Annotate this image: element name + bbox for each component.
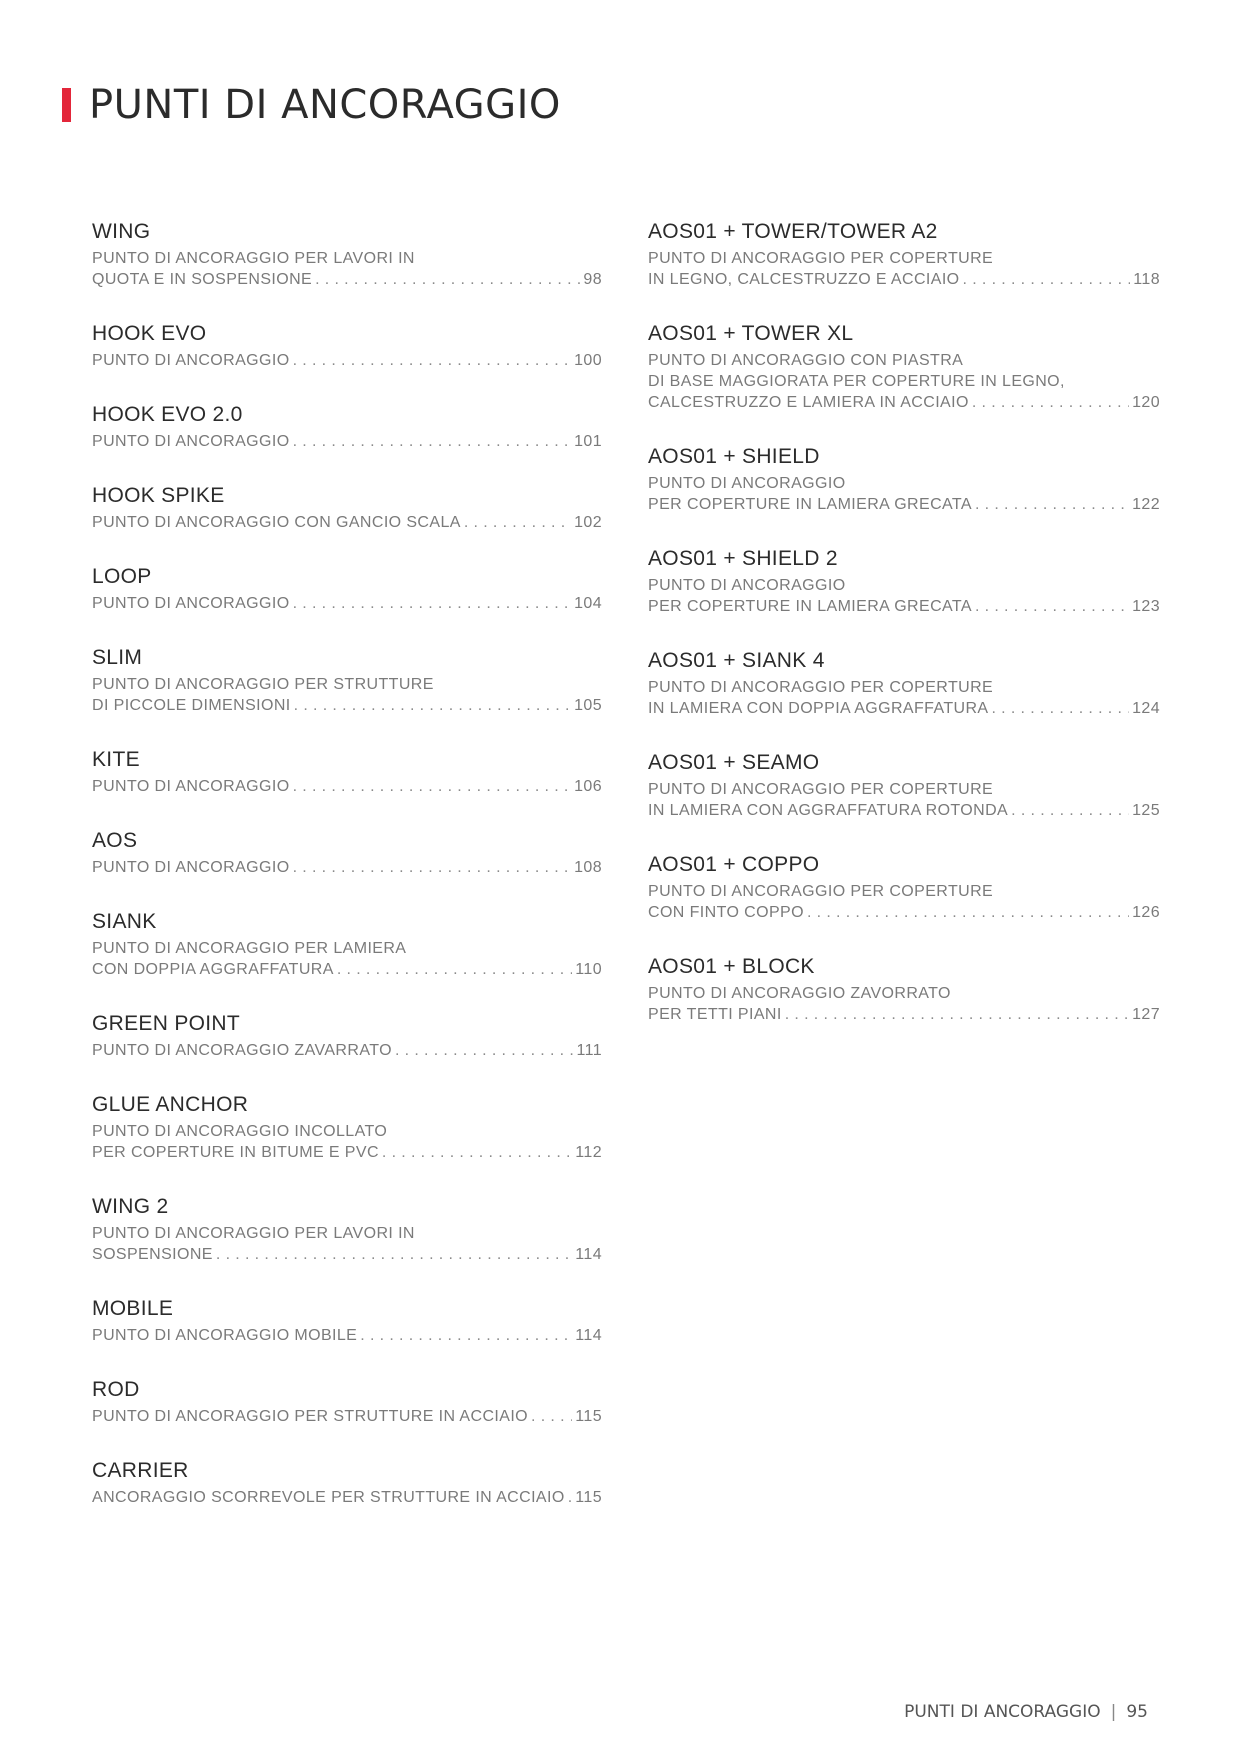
- toc-entry[interactable]: [648, 545, 1160, 617]
- description-text: CALCESTRUZZO E LAMIERA IN ACCIAIO: [648, 394, 969, 411]
- toc-page-number: 111: [576, 1042, 602, 1059]
- description-text: IN LAMIERA CON AGGRAFFATURA ROTONDA: [648, 802, 1009, 819]
- toc-entry-title: AOS01 + COPPO: [648, 853, 820, 876]
- toc-entry[interactable]: [92, 1193, 602, 1265]
- toc-entry-title: AOS01 + SEAMO: [648, 751, 820, 774]
- description-text: QUOTA E IN SOSPENSIONE: [92, 271, 313, 288]
- toc-entry-title: MOBILE: [92, 1297, 174, 1320]
- toc-entry-description: [648, 392, 1160, 413]
- toc-entry-title: AOS01 + TOWER/TOWER A2: [648, 220, 938, 243]
- toc-entry-title: AOS01 + SHIELD 2: [648, 547, 838, 570]
- dot-leader: [360, 1325, 572, 1346]
- toc-entry-description: [92, 269, 602, 290]
- toc-entry-title: ROD: [92, 1378, 140, 1401]
- toc-entry-title: CARRIER: [92, 1459, 189, 1482]
- toc-entry-description: [92, 431, 602, 452]
- toc-entry-title: SLIM: [92, 646, 143, 669]
- dot-leader: [293, 350, 572, 371]
- dot-leader: [293, 593, 572, 614]
- description-text: PUNTO DI ANCORAGGIO: [92, 859, 290, 876]
- toc-entry[interactable]: [92, 908, 602, 980]
- description-text: PUNTO DI ANCORAGGIO: [92, 352, 290, 369]
- description-text: PUNTO DI ANCORAGGIO MOBILE: [92, 1327, 358, 1344]
- toc-entry[interactable]: [92, 746, 602, 797]
- toc-entry[interactable]: [92, 320, 602, 371]
- toc-page-number: 102: [574, 514, 602, 531]
- toc-entry-title: GREEN POINT: [92, 1012, 240, 1035]
- description-text: PER COPERTURE IN BITUME E PVC: [92, 1144, 379, 1161]
- footer-section: PUNTI DI ANCORAGGIO: [904, 1702, 1101, 1722]
- page-title: PUNTI DI ANCORAGGIO: [89, 82, 561, 128]
- description-text: DI PICCOLE DIMENSIONI: [92, 697, 291, 714]
- dot-leader: [464, 512, 571, 533]
- toc-entry[interactable]: [92, 1091, 602, 1163]
- description-text: PER COPERTURE IN LAMIERA GRECATA: [648, 598, 972, 615]
- dot-leader: [395, 1040, 574, 1061]
- toc-entry[interactable]: [648, 647, 1160, 719]
- description-text: PUNTO DI ANCORAGGIO: [92, 433, 290, 450]
- dot-leader: [337, 959, 572, 980]
- toc-entry[interactable]: [648, 443, 1160, 515]
- description-text: CON FINTO COPPO: [648, 904, 804, 921]
- toc-page-number: 127: [1132, 1006, 1160, 1023]
- toc-entry-description: [92, 959, 602, 980]
- toc-page-number: 122: [1132, 496, 1160, 513]
- toc-page-number: 98: [583, 271, 602, 288]
- accent-bar: [62, 88, 71, 122]
- toc-page-number: 114: [575, 1327, 602, 1344]
- description-text: PUNTO DI ANCORAGGIO CON GANCIO SCALA: [92, 514, 461, 531]
- toc-entry-title: HOOK SPIKE: [92, 484, 225, 507]
- dot-leader: [315, 269, 580, 290]
- toc-page-number: 120: [1132, 394, 1160, 411]
- toc-entry-description: [92, 1406, 602, 1427]
- toc-entry-description: PUNTO DI ANCORAGGIO ZAVORRATO: [648, 985, 951, 1002]
- dot-leader: [531, 1406, 572, 1427]
- toc-entry-description: PUNTO DI ANCORAGGIO PER COPERTURE: [648, 679, 994, 696]
- description-text: IN LEGNO, CALCESTRUZZO E ACCIAIO: [648, 271, 960, 288]
- toc-entry-description: PUNTO DI ANCORAGGIO PER COPERTURE: [648, 250, 994, 267]
- toc-entry-description: PUNTO DI ANCORAGGIO INCOLLATO: [92, 1123, 388, 1140]
- toc-entry-title: AOS01 + TOWER XL: [648, 322, 854, 345]
- toc-entry-description: [92, 695, 602, 716]
- toc-entry-description: [92, 512, 602, 533]
- toc-entry[interactable]: [648, 749, 1160, 821]
- toc-entry-description: PUNTO DI ANCORAGGIO PER LAVORI IN: [92, 1225, 415, 1242]
- toc-page-number: 125: [1132, 802, 1160, 819]
- toc-entry-title: AOS01 + SIANK 4: [648, 649, 825, 672]
- description-text: IN LAMIERA CON DOPPIA AGGRAFFATURA: [648, 700, 989, 717]
- description-text: PER TETTI PIANI: [648, 1006, 782, 1023]
- dot-leader: [1011, 800, 1129, 821]
- dot-leader: [293, 431, 572, 452]
- toc-entry-description: PUNTO DI ANCORAGGIO PER LAMIERA: [92, 940, 407, 957]
- toc-entry[interactable]: [92, 1457, 602, 1508]
- toc-entry-description: [648, 800, 1160, 821]
- toc-entry[interactable]: [92, 1295, 602, 1346]
- toc-page-number: 105: [574, 697, 602, 714]
- toc-entry-description: [648, 269, 1160, 290]
- toc-page-number: 123: [1132, 598, 1160, 615]
- toc-entry-description: [648, 494, 1160, 515]
- toc-entry[interactable]: [648, 218, 1160, 290]
- toc-entry-title: KITE: [92, 748, 140, 771]
- dot-leader: [785, 1004, 1129, 1025]
- toc-page-number: 110: [575, 961, 602, 978]
- dot-leader: [293, 857, 572, 878]
- toc-entry[interactable]: [92, 482, 602, 533]
- toc-column-right: [648, 218, 1160, 1055]
- toc-entry-description: [92, 1487, 602, 1508]
- toc-entry-description: DI BASE MAGGIORATA PER COPERTURE IN LEGNO,: [648, 373, 1065, 390]
- toc-entry-title: AOS01 + BLOCK: [648, 955, 815, 978]
- toc-page-number: 114: [575, 1246, 602, 1263]
- toc-entry[interactable]: [648, 953, 1160, 1025]
- toc-entry-description: [92, 1244, 602, 1265]
- toc-entry[interactable]: [92, 401, 602, 452]
- toc-entry-title: LOOP: [92, 565, 152, 588]
- toc-entry-title: AOS: [92, 829, 138, 852]
- toc-entry-title: WING: [92, 220, 151, 243]
- toc-entry[interactable]: [92, 218, 602, 290]
- dot-leader: [963, 269, 1131, 290]
- toc-page-number: 112: [575, 1144, 602, 1161]
- toc-entry-title: GLUE ANCHOR: [92, 1093, 249, 1116]
- page-footer: [904, 1702, 1148, 1722]
- toc-entry-description: [648, 1004, 1160, 1025]
- description-text: PUNTO DI ANCORAGGIO: [92, 595, 290, 612]
- toc-page-number: 115: [575, 1489, 602, 1506]
- toc-entry[interactable]: [648, 320, 1160, 413]
- dot-leader: [568, 1487, 573, 1508]
- page-header: [62, 80, 561, 130]
- toc-entry-description: PUNTO DI ANCORAGGIO PER STRUTTURE: [92, 676, 434, 693]
- toc-entry-title: HOOK EVO: [92, 322, 207, 345]
- toc-page-number: 100: [574, 352, 602, 369]
- toc-entry-description: [648, 596, 1160, 617]
- toc-entry-description: [92, 1142, 602, 1163]
- description-text: SOSPENSIONE: [92, 1246, 213, 1263]
- toc-entry-description: [648, 902, 1160, 923]
- toc-page-number: 108: [574, 859, 602, 876]
- toc-page-number: 101: [574, 433, 602, 450]
- toc-entry[interactable]: [92, 827, 602, 878]
- toc-entry-description: [92, 593, 602, 614]
- toc-entry-description: [92, 1325, 602, 1346]
- toc-entry-description: [648, 698, 1160, 719]
- toc-entry[interactable]: [92, 563, 602, 614]
- toc-page-number: 118: [1133, 271, 1160, 288]
- toc-entry-description: PUNTO DI ANCORAGGIO: [648, 475, 846, 492]
- toc-entry-description: [92, 1040, 602, 1061]
- toc-column-left: [92, 218, 602, 1538]
- toc-entry[interactable]: [648, 851, 1160, 923]
- toc-entry-title: HOOK EVO 2.0: [92, 403, 243, 426]
- dot-leader: [975, 596, 1129, 617]
- page-number: 95: [1126, 1702, 1148, 1722]
- toc-entry-description: [92, 776, 602, 797]
- dot-leader: [382, 1142, 572, 1163]
- toc-entry[interactable]: [92, 1376, 602, 1427]
- toc-entry-description: PUNTO DI ANCORAGGIO PER COPERTURE: [648, 883, 994, 900]
- toc-entry-description: PUNTO DI ANCORAGGIO CON PIASTRA: [648, 352, 964, 369]
- description-text: ANCORAGGIO SCORREVOLE PER STRUTTURE IN ACCIAIO: [92, 1489, 565, 1506]
- toc-page-number: 115: [575, 1408, 602, 1425]
- dot-leader: [294, 695, 571, 716]
- dot-leader: [975, 494, 1129, 515]
- description-text: PUNTO DI ANCORAGGIO: [92, 778, 290, 795]
- toc-page-number: 124: [1132, 700, 1160, 717]
- dot-leader: [293, 776, 572, 797]
- description-text: PER COPERTURE IN LAMIERA GRECATA: [648, 496, 972, 513]
- toc-entry-title: AOS01 + SHIELD: [648, 445, 820, 468]
- toc-page-number: 126: [1132, 904, 1160, 921]
- toc-page-number: 104: [574, 595, 602, 612]
- dot-leader: [972, 392, 1129, 413]
- toc-entry-description: [92, 857, 602, 878]
- toc-entry-title: WING 2: [92, 1195, 169, 1218]
- toc-entry-description: [92, 350, 602, 371]
- dot-leader: [991, 698, 1129, 719]
- toc-entry[interactable]: [92, 1010, 602, 1061]
- toc-entry-description: PUNTO DI ANCORAGGIO PER COPERTURE: [648, 781, 994, 798]
- footer-separator: |: [1110, 1702, 1117, 1722]
- toc-entry[interactable]: [92, 644, 602, 716]
- toc-entry-description: PUNTO DI ANCORAGGIO: [648, 577, 846, 594]
- dot-leader: [807, 902, 1129, 923]
- description-text: PUNTO DI ANCORAGGIO ZAVARRATO: [92, 1042, 392, 1059]
- toc-entry-description: PUNTO DI ANCORAGGIO PER LAVORI IN: [92, 250, 415, 267]
- toc-page-number: 106: [574, 778, 602, 795]
- toc-entry-title: SIANK: [92, 910, 157, 933]
- dot-leader: [216, 1244, 572, 1265]
- description-text: CON DOPPIA AGGRAFFATURA: [92, 961, 334, 978]
- description-text: PUNTO DI ANCORAGGIO PER STRUTTURE IN ACCIAIO: [92, 1408, 529, 1425]
